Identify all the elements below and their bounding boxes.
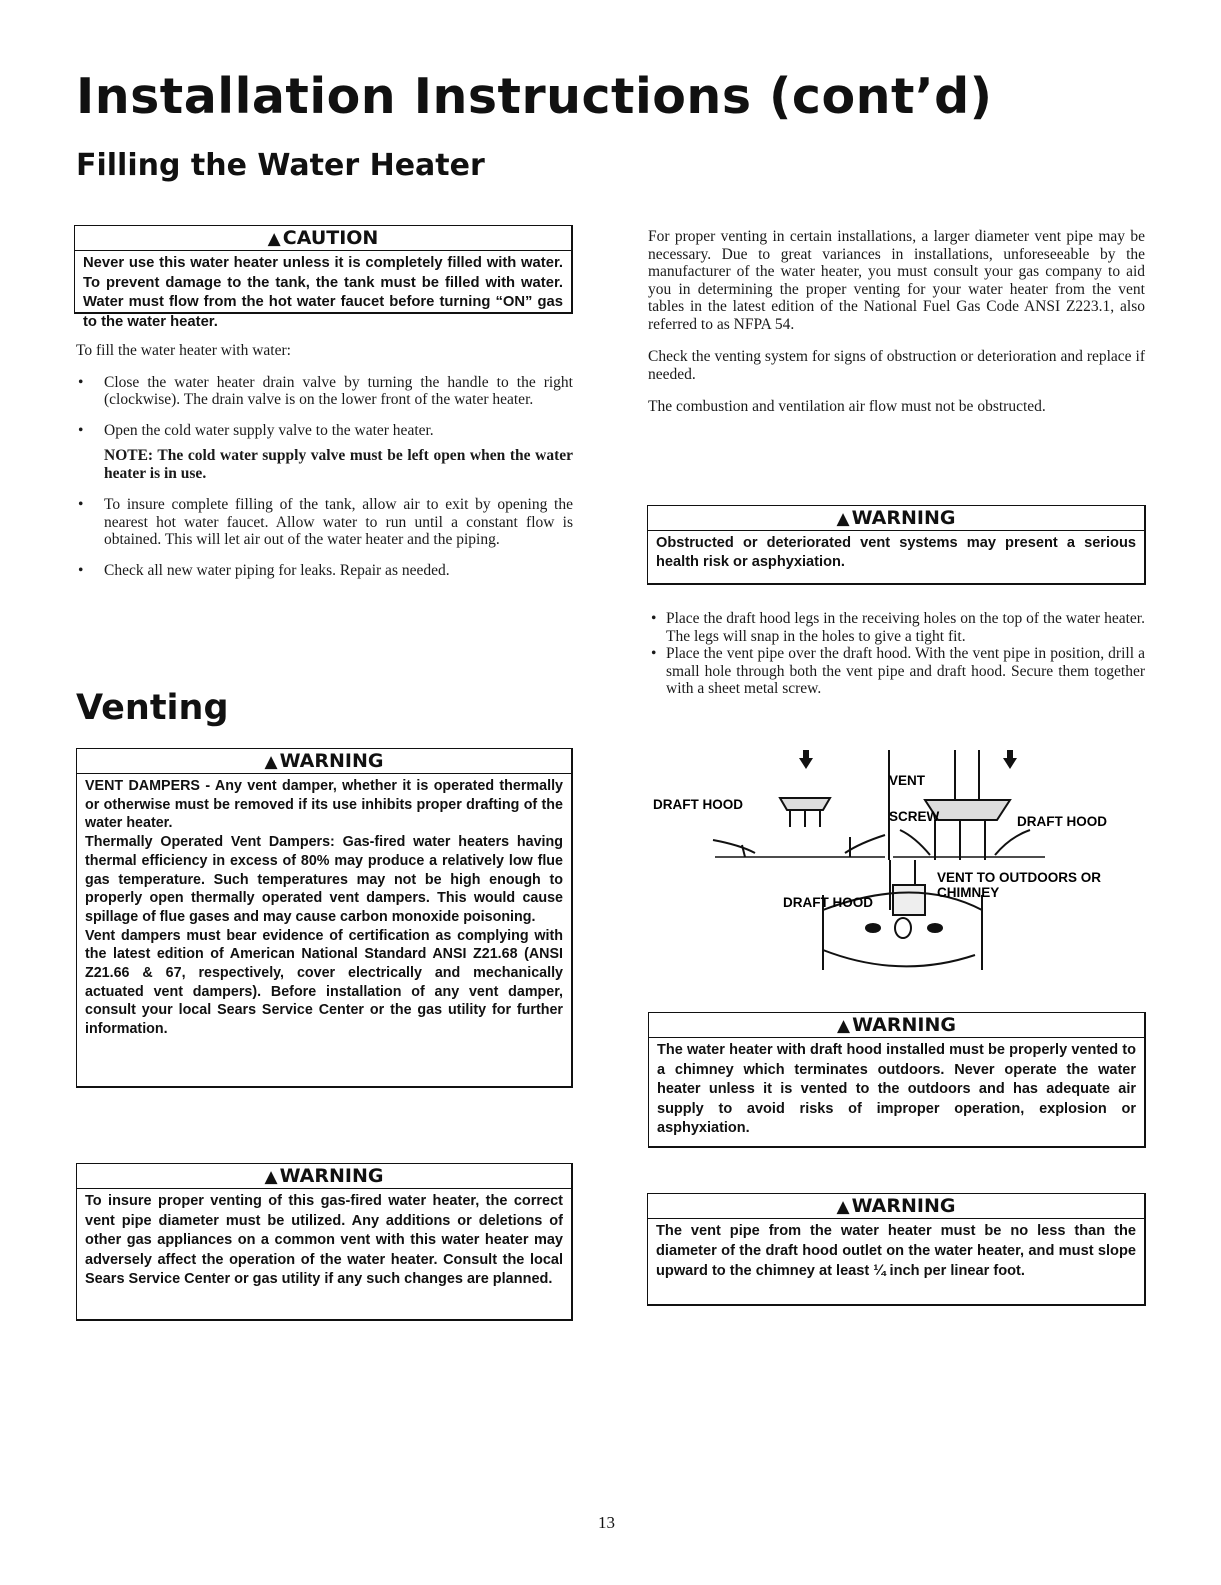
warning-box-vent-diameter	[76, 1163, 573, 1321]
fill-step: • Check all new water piping for leaks. Repair as needed.	[76, 562, 573, 580]
filling-instructions	[76, 342, 573, 579]
warning-triangle-icon: ▲	[264, 752, 278, 772]
venting-paragraph: For proper venting in certain installations, a larger diameter vent pipe may be necessary. Due to great variances in installations, unforeseeable by the manufacturer of the water heater, you must consult your gas company to aid you in determining the proper venting for your water heater from the vent tables in the latest edition of the National Fuel Gas Code ANSI Z223.1, also referred to as NFPA 54.	[648, 228, 1145, 333]
warning-box-obstructed	[647, 505, 1146, 585]
warning-text	[85, 777, 563, 1039]
caution-box	[74, 225, 573, 330]
warning-text: The water heater with draft hood installed must be properly vented to a chimney which terminates outdoors. Never operate the water heater unless it is vented to the outdoors and has adequate air supply to avoid risks of improper operation, explosion or asphyxiation.	[657, 1042, 1136, 1137]
warning-text: The vent pipe from the water heater must be no less than the diameter of the draft hood outlet on the water heater, and must slope upward to the chimney at least ¼ inch per linear foot.	[656, 1223, 1136, 1279]
caution-text: Never use this water heater unless it is completely filled with water. To prevent damage to the tank, the tank must be filled with water. Water must flow from the hot water faucet before turning “ON” gas to the water heater.	[83, 255, 563, 330]
label-draft-hood-right: DRAFT HOOD	[1017, 814, 1107, 829]
caution-title: ▲ CAUTION	[75, 226, 571, 251]
draft-hood-step: • Place the draft hood legs in the receiving holes on the top of the water heater. The legs will snap in the holes to give a tight fit.	[648, 610, 1145, 645]
label-screw: SCREW	[889, 809, 940, 824]
warning-text: To insure proper venting of this gas-fired water heater, the correct vent pipe diameter must be utilized. Any additions or deletions of other gas appliances on a common vent with this water heater may adversely affect the operation of the water heater. Consult the local Sears Service Center or gas utility if any such changes are planned.	[85, 1193, 563, 1288]
fill-note: NOTE: The cold water supply valve must be left open when the water heater is in use.	[104, 447, 573, 482]
fill-step: • Open the cold water supply valve to the water heater.	[76, 422, 573, 440]
venting-paragraph: Check the venting system for signs of obstruction or deterioration and replace if needed.	[648, 348, 1145, 383]
label-vent-to-outdoors: VENT TO OUTDOORS OR	[937, 870, 1102, 885]
warning-title: ▲ WARNING	[77, 749, 571, 774]
page-title: Installation Instructions (cont’d)	[76, 68, 993, 125]
warning-paragraph: VENT DAMPERS - Any vent damper, whether it is operated thermally or otherwise must be removed if its use inhibits proper drafting of the water heater.	[85, 778, 563, 832]
arrow-down-icon	[799, 750, 813, 769]
section-heading-venting: Venting	[76, 688, 229, 728]
warning-paragraph: Vent dampers must bear evidence of certification as complying with the latest edition of American National Standard ANSI Z21.68 (ANSI Z21.66 & 67, respectively, cover electrically and mechanically actuated vent dampers). Before installation of any vent damper, consult your local Sears Service Center or the gas utility for further information.	[85, 927, 563, 1038]
fill-step: • To insure complete filling of the tank, allow air to exit by opening the nearest hot water faucet. Allow water to run until a constant flow is obtained. This will let air out of the water heater and the piping.	[76, 496, 573, 549]
warning-triangle-icon: ▲	[267, 229, 281, 249]
warning-triangle-icon: ▲	[836, 509, 850, 529]
venting-paragraph: The combustion and ventilation air flow must not be obstructed.	[648, 398, 1046, 415]
warning-title: ▲ WARNING	[648, 506, 1144, 531]
warning-triangle-icon: ▲	[264, 1167, 278, 1187]
warning-box-vent-dampers	[76, 748, 573, 1088]
label-draft-hood-bottom: DRAFT HOOD	[783, 895, 873, 910]
warning-triangle-icon: ▲	[837, 1016, 851, 1036]
draft-hood-step: • Place the vent pipe over the draft hood. With the vent pipe in position, drill a small hole through both the vent pipe and draft hood. Secure them together with a sheet metal screw.	[648, 645, 1145, 698]
arrow-down-icon	[1003, 750, 1017, 769]
draft-hood-steps	[648, 610, 1145, 698]
venting-instructions	[648, 228, 1145, 416]
warning-box-chimney	[648, 1012, 1146, 1148]
label-chimney: CHIMNEY	[937, 885, 1000, 900]
warning-title: ▲ WARNING	[77, 1164, 571, 1189]
section-heading-filling: Filling the Water Heater	[76, 148, 485, 183]
draft-hood-diagram	[645, 745, 1145, 975]
warning-paragraph: Thermally Operated Vent Dampers: Gas-fired water heaters having thermal efficiency in excess of 80% may produce a relatively low flue gas temperature. Such temperatures may not be high enough to properly open thermally operated vent dampers. This would cause spillage of flue gases and may cause carbon monoxide poisoning.	[85, 834, 563, 925]
warning-title: ▲ WARNING	[649, 1013, 1144, 1038]
warning-triangle-icon: ▲	[836, 1197, 850, 1217]
label-vent: VENT	[889, 773, 926, 788]
page-number: 13	[598, 1513, 615, 1532]
fill-intro: To fill the water heater with water:	[76, 342, 291, 359]
fill-step: • Close the water heater drain valve by turning the handle to the right (clockwise). The drain valve is on the lower front of the water heater.	[76, 374, 573, 409]
vent-pipe-illustration	[889, 750, 1045, 860]
warning-box-vent-pipe	[647, 1193, 1146, 1306]
warning-text: Obstructed or deteriorated vent systems may present a serious health risk or asphyxiation.	[656, 535, 1136, 571]
warning-title: ▲ WARNING	[648, 1194, 1144, 1219]
label-draft-hood-left: DRAFT HOOD	[653, 797, 743, 812]
